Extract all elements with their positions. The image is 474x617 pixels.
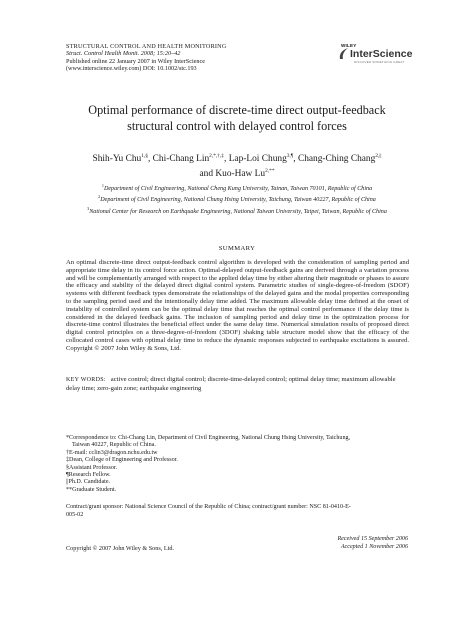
footnote-dean: ‡Dean, College of Engineering and Professor. [66, 457, 178, 464]
contract-number: 005-02 [66, 511, 84, 518]
wiley-wordmark: WILEY [341, 43, 357, 48]
affiliation-number: 1 [101, 183, 104, 188]
author-marks: 3,¶ [286, 153, 294, 159]
interscience-wordmark: InterScience [350, 48, 413, 60]
affiliation-number: 2 [98, 194, 101, 200]
contract-sponsor: Contract/grant sponsor: National Science Council of the Republic of China; contract/grant number: NSC 81-0410-E- [66, 504, 351, 511]
swoosh-icon [338, 47, 350, 61]
journal-header [66, 43, 326, 73]
author-marks: 2,*,†,‡ [209, 153, 224, 159]
affiliation: $^2$Department of Civil Engineering, National Chung Hsing University, Taichung, Taiwan 40227, Republic of China [98, 194, 376, 204]
keywords [66, 376, 409, 393]
footnote-graduate: **Graduate Student. [66, 486, 117, 493]
keywords-text: active control; direct digital control; discrete-time-delayed control; optimal delay time; maximum allowable delay time; zero-gain zone; earthquake engineering [66, 376, 396, 392]
summary-heading: SUMMARY [218, 245, 256, 252]
received-dates [300, 536, 408, 551]
interscience-logo [338, 43, 414, 67]
paper-title [40, 103, 434, 134]
title-line: structural control with delayed control forces [127, 118, 347, 133]
author-name: Chi-Chang Lin [152, 154, 210, 165]
title-line: Optimal performance of discrete-time direct output-feedback [88, 103, 386, 117]
affiliation-number: 3 [87, 205, 90, 211]
author-list: Shih-Yu Chu$^{1,\S}$, Chi-Chang Lin$^{2,*,\dagger,\ddagger}$, Lap-Loi Chung$^{3,\P}$, Chang-Ching Chang$^{2,||}$ and Kuo-Haw $Lu^{2,**}$ [92, 153, 382, 179]
affiliation-list [40, 182, 434, 216]
keywords-label: KEY WORDS: [66, 377, 106, 383]
author-name: Kuo-Haw Lu [215, 168, 266, 179]
journal-name: STRUCTURAL CONTROL AND HEALTH MONITORING [66, 43, 227, 50]
doi-line: (www.interscience.wiley.com) DOI: 10.1002/stc.193 [66, 65, 197, 73]
accepted-date: Accepted 1 November 2006 [340, 543, 408, 550]
abstract-text: An optimal discrete-time direct output-feedback control algorithm is developed with the consideration of sampling period and appropriate time delay in its control force action. Optimal-delayed output-feedback gains are derived through a variation process and will be complementarily arranged with respect to the applied delay time by either altering their magnitude or phases to assure the efficacy and stability of the delayed direct digital control system. Parametric studies of single-degree-of-freedom (SDOF) systems with different feedback types demonstrate the relationships of the delayed gains and the modal properties corresponding to the sampling period used and the intentionally delay time added. The maximum allowable delay time defined at the onset of instability of controlled system can be the optimal delay time that reaches the optimal control performance if the delay time is considered in the delayed feedback gains. The inclusion of sampling period and delay time in the optimization process for discrete-time control illustrates the beneficial effect under the same delay time. Numerical simulation results of proposed direct digital control principles on a three-degree-of-freedom (3DOF) shaking table structure model show that the efficacy of the collocated control cases with optimal delay time to reduce the dynamic responses subjected to earthquake excitations is assured. Copyright © 2007 John Wiley & Sons, Ltd. [66, 259, 409, 352]
received-date: Received 15 September 2006 [337, 536, 408, 542]
footnote-assistant: §Assistant Professor. [66, 464, 118, 471]
journal-citation: Struct. Control Health Monit. 2008; 15:20–42 [66, 50, 181, 58]
copyright-notice: Copyright © 2007 John Wiley & Sons, Ltd. [66, 545, 174, 552]
footnote-correspondence: *Correspondence to: Chi-Chang Lin, Department of Civil Engineering, National Chung Hsing University, Taichung, [66, 435, 351, 441]
affiliation: $^1$Department of Civil Engineering, National Cheng Kung University, Tainan, Taiwan 70101, Republic of China [101, 183, 373, 193]
footnote-email: †E-mail: cclin3@dragon.nchu.edu.tw [66, 449, 158, 456]
logo-tagline: DISCOVER SOMETHING GREAT [354, 60, 405, 64]
author-marks: 2,** [265, 167, 275, 174]
author-name: Chang-Ching Chang [297, 154, 376, 165]
author-name: Shih-Yu Chu [92, 154, 142, 165]
author-name: Lap-Loi Chung [228, 154, 287, 165]
footnotes [66, 435, 409, 519]
footnote-correspondence-cont: Taiwan 40227, Republic of China. [72, 442, 156, 449]
author-marks: 2,|| [375, 153, 382, 159]
footnote-phd: ||Ph.D. Candidate. [66, 479, 111, 486]
publication-info: Published online 22 January 2007 in Wiley InterScience [66, 57, 205, 65]
affiliation: $^3$National Center for Research on Earthquake Engineering, National Taiwan University, Taipei, Taiwan, Republic of China [87, 205, 387, 215]
author-marks: 1,§ [141, 153, 148, 159]
footnote-fellow: ¶Research Fellow. [66, 472, 111, 479]
